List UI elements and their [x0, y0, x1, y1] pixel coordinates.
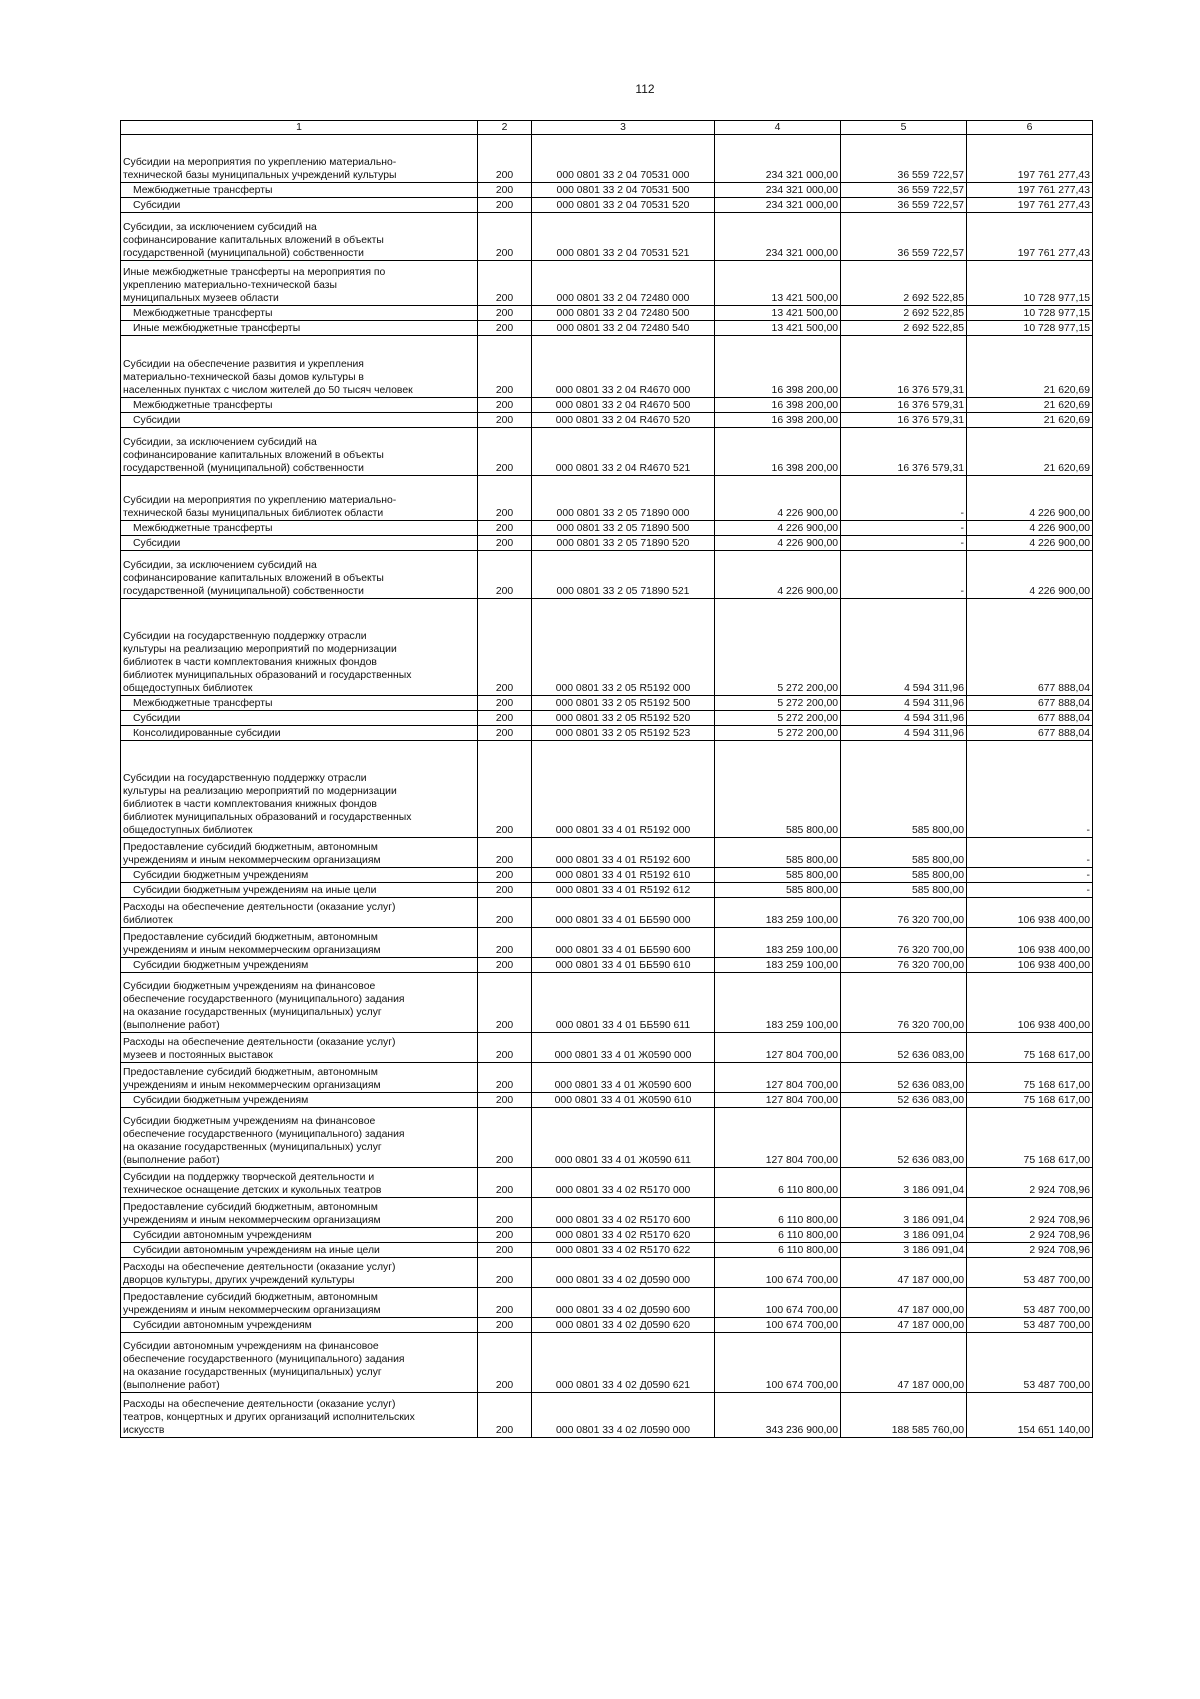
remaining-amount-cell: 75 168 617,00	[967, 1033, 1093, 1063]
executed-amount-cell: -	[841, 551, 967, 599]
amount-cell: 234 321 000,00	[715, 135, 841, 183]
table-row	[121, 521, 1093, 536]
expense-name-cell: Субсидии на государственную поддержку отрасли культуры на реализацию мероприятий по модернизации библиотек в части комплектования книжных фондов библиотек муниципальных образований и государственных общедоступных библиотек	[121, 741, 478, 838]
table-row	[121, 476, 1093, 521]
admin-code-cell: 200	[478, 1228, 532, 1243]
classification-code-cell: 000 0801 33 2 04 72480 500	[532, 306, 715, 321]
column-header: 1	[121, 121, 478, 135]
amount-cell: 5 272 200,00	[715, 696, 841, 711]
table-row	[121, 741, 1093, 838]
expense-name-cell: Предоставление субсидий бюджетным, автономным учреждениям и иным некоммерческим организациям	[121, 838, 478, 868]
amount-cell: 127 804 700,00	[715, 1063, 841, 1093]
amount-cell: 6 110 800,00	[715, 1168, 841, 1198]
admin-code-cell: 200	[478, 321, 532, 336]
remaining-amount-cell: -	[967, 838, 1093, 868]
remaining-amount-cell: 75 168 617,00	[967, 1093, 1093, 1108]
table-row	[121, 883, 1093, 898]
admin-code-cell: 200	[478, 1258, 532, 1288]
remaining-amount-cell: 106 938 400,00	[967, 928, 1093, 958]
amount-cell: 234 321 000,00	[715, 213, 841, 261]
table-row	[121, 898, 1093, 928]
amount-cell: 5 272 200,00	[715, 726, 841, 741]
classification-code-cell: 000 0801 33 4 02 R5170 622	[532, 1243, 715, 1258]
expense-name-cell: Субсидии	[121, 198, 478, 213]
executed-amount-cell: 36 559 722,57	[841, 213, 967, 261]
remaining-amount-cell: 75 168 617,00	[967, 1108, 1093, 1168]
amount-cell: 127 804 700,00	[715, 1108, 841, 1168]
executed-amount-cell: 76 320 700,00	[841, 973, 967, 1033]
remaining-amount-cell: 4 226 900,00	[967, 521, 1093, 536]
table-row	[121, 1108, 1093, 1168]
executed-amount-cell: 76 320 700,00	[841, 898, 967, 928]
expense-name-cell: Расходы на обеспечение деятельности (оказание услуг) музеев и постоянных выставок	[121, 1033, 478, 1063]
remaining-amount-cell: 75 168 617,00	[967, 1063, 1093, 1093]
executed-amount-cell: 47 187 000,00	[841, 1258, 967, 1288]
remaining-amount-cell: 21 620,69	[967, 413, 1093, 428]
table-row	[121, 261, 1093, 306]
executed-amount-cell: 2 692 522,85	[841, 306, 967, 321]
table-row	[121, 1243, 1093, 1258]
admin-code-cell: 200	[478, 536, 532, 551]
amount-cell: 100 674 700,00	[715, 1333, 841, 1393]
remaining-amount-cell: 21 620,69	[967, 336, 1093, 398]
table-row	[121, 1093, 1093, 1108]
executed-amount-cell: 3 186 091,04	[841, 1168, 967, 1198]
classification-code-cell: 000 0801 33 2 04 72480 540	[532, 321, 715, 336]
table-row	[121, 1393, 1093, 1438]
amount-cell: 16 398 200,00	[715, 428, 841, 476]
amount-cell: 585 800,00	[715, 838, 841, 868]
remaining-amount-cell: -	[967, 883, 1093, 898]
admin-code-cell: 200	[478, 726, 532, 741]
expense-name-cell: Субсидии автономным учреждениям на иные цели	[121, 1243, 478, 1258]
executed-amount-cell: 76 320 700,00	[841, 958, 967, 973]
admin-code-cell: 200	[478, 1243, 532, 1258]
admin-code-cell: 200	[478, 711, 532, 726]
admin-code-cell: 200	[478, 883, 532, 898]
admin-code-cell: 200	[478, 1393, 532, 1438]
table-row	[121, 183, 1093, 198]
expense-name-cell: Расходы на обеспечение деятельности (оказание услуг) дворцов культуры, других учреждений культуры	[121, 1258, 478, 1288]
table-row	[121, 1063, 1093, 1093]
admin-code-cell: 200	[478, 741, 532, 838]
remaining-amount-cell: 4 226 900,00	[967, 551, 1093, 599]
admin-code-cell: 200	[478, 261, 532, 306]
classification-code-cell: 000 0801 33 2 05 R5192 520	[532, 711, 715, 726]
executed-amount-cell: 36 559 722,57	[841, 183, 967, 198]
executed-amount-cell: 2 692 522,85	[841, 321, 967, 336]
remaining-amount-cell: 53 487 700,00	[967, 1288, 1093, 1318]
page-number: 112	[635, 82, 655, 96]
table-row	[121, 213, 1093, 261]
classification-code-cell: 000 0801 33 4 02 R5170 600	[532, 1198, 715, 1228]
remaining-amount-cell: -	[967, 741, 1093, 838]
classification-code-cell: 000 0801 33 4 02 Д0590 000	[532, 1258, 715, 1288]
classification-code-cell: 000 0801 33 2 05 R5192 523	[532, 726, 715, 741]
executed-amount-cell: 188 585 760,00	[841, 1393, 967, 1438]
column-header: 5	[841, 121, 967, 135]
remaining-amount-cell: 106 938 400,00	[967, 958, 1093, 973]
classification-code-cell: 000 0801 33 4 02 Л0590 000	[532, 1393, 715, 1438]
admin-code-cell: 200	[478, 599, 532, 696]
remaining-amount-cell: 53 487 700,00	[967, 1318, 1093, 1333]
amount-cell: 16 398 200,00	[715, 398, 841, 413]
classification-code-cell: 000 0801 33 2 04 R4670 520	[532, 413, 715, 428]
remaining-amount-cell: 197 761 277,43	[967, 183, 1093, 198]
admin-code-cell: 200	[478, 551, 532, 599]
remaining-amount-cell: 677 888,04	[967, 711, 1093, 726]
amount-cell: 100 674 700,00	[715, 1258, 841, 1288]
expense-name-cell: Субсидии бюджетным учреждениям на иные цели	[121, 883, 478, 898]
table-row	[121, 135, 1093, 183]
classification-code-cell: 000 0801 33 4 01 Ж0590 611	[532, 1108, 715, 1168]
expense-name-cell: Предоставление субсидий бюджетным, автономным учреждениям и иным некоммерческим организациям	[121, 1198, 478, 1228]
executed-amount-cell: 16 376 579,31	[841, 413, 967, 428]
amount-cell: 183 259 100,00	[715, 958, 841, 973]
classification-code-cell: 000 0801 33 2 04 R4670 000	[532, 336, 715, 398]
remaining-amount-cell: 106 938 400,00	[967, 973, 1093, 1033]
column-header: 3	[532, 121, 715, 135]
classification-code-cell: 000 0801 33 2 04 70531 520	[532, 198, 715, 213]
table-row	[121, 1168, 1093, 1198]
amount-cell: 13 421 500,00	[715, 321, 841, 336]
remaining-amount-cell: 677 888,04	[967, 599, 1093, 696]
amount-cell: 127 804 700,00	[715, 1033, 841, 1063]
table-row	[121, 306, 1093, 321]
executed-amount-cell: 52 636 083,00	[841, 1108, 967, 1168]
classification-code-cell: 000 0801 33 2 04 70531 000	[532, 135, 715, 183]
classification-code-cell: 000 0801 33 4 01 R5192 610	[532, 868, 715, 883]
admin-code-cell: 200	[478, 428, 532, 476]
admin-code-cell: 200	[478, 898, 532, 928]
admin-code-cell: 200	[478, 1093, 532, 1108]
amount-cell: 183 259 100,00	[715, 898, 841, 928]
expense-name-cell: Консолидированные субсидии	[121, 726, 478, 741]
expense-name-cell: Субсидии бюджетным учреждениям на финансовое обеспечение государственного (муниципального) задания на оказание государственных (муниципальных) услуг (выполнение работ)	[121, 973, 478, 1033]
executed-amount-cell: 47 187 000,00	[841, 1318, 967, 1333]
expense-name-cell: Иные межбюджетные трансферты	[121, 321, 478, 336]
table-row	[121, 198, 1093, 213]
executed-amount-cell: 2 692 522,85	[841, 261, 967, 306]
admin-code-cell: 200	[478, 135, 532, 183]
amount-cell: 5 272 200,00	[715, 711, 841, 726]
classification-code-cell: 000 0801 33 4 02 R5170 000	[532, 1168, 715, 1198]
column-header: 2	[478, 121, 532, 135]
executed-amount-cell: 585 800,00	[841, 868, 967, 883]
expense-name-cell: Предоставление субсидий бюджетным, автономным учреждениям и иным некоммерческим организациям	[121, 1288, 478, 1318]
admin-code-cell: 200	[478, 198, 532, 213]
amount-cell: 6 110 800,00	[715, 1243, 841, 1258]
executed-amount-cell: 47 187 000,00	[841, 1333, 967, 1393]
column-header: 6	[967, 121, 1093, 135]
amount-cell: 127 804 700,00	[715, 1093, 841, 1108]
expense-name-cell: Субсидии	[121, 413, 478, 428]
table-row	[121, 551, 1093, 599]
expense-name-cell: Межбюджетные трансферты	[121, 306, 478, 321]
admin-code-cell: 200	[478, 1318, 532, 1333]
classification-code-cell: 000 0801 33 4 02 Д0590 600	[532, 1288, 715, 1318]
table-row	[121, 928, 1093, 958]
column-header: 4	[715, 121, 841, 135]
expense-name-cell: Межбюджетные трансферты	[121, 183, 478, 198]
admin-code-cell: 200	[478, 306, 532, 321]
executed-amount-cell: 4 594 311,96	[841, 599, 967, 696]
table-row	[121, 958, 1093, 973]
amount-cell: 4 226 900,00	[715, 476, 841, 521]
amount-cell: 4 226 900,00	[715, 536, 841, 551]
expense-name-cell: Субсидии, за исключением субсидий на софинансирование капитальных вложений в объекты государственной (муниципальной) собственности	[121, 551, 478, 599]
expense-name-cell: Субсидии, за исключением субсидий на софинансирование капитальных вложений в объекты государственной (муниципальной) собственности	[121, 428, 478, 476]
expense-name-cell: Субсидии, за исключением субсидий на софинансирование капитальных вложений в объекты государственной (муниципальной) собственности	[121, 213, 478, 261]
amount-cell: 6 110 800,00	[715, 1228, 841, 1243]
executed-amount-cell: 16 376 579,31	[841, 428, 967, 476]
remaining-amount-cell: 21 620,69	[967, 398, 1093, 413]
executed-amount-cell: 3 186 091,04	[841, 1243, 967, 1258]
table-row	[121, 1333, 1093, 1393]
expense-name-cell: Субсидии на поддержку творческой деятельности и техническое оснащение детских и кукольных театров	[121, 1168, 478, 1198]
remaining-amount-cell: 197 761 277,43	[967, 135, 1093, 183]
classification-code-cell: 000 0801 33 4 01 Ж0590 610	[532, 1093, 715, 1108]
remaining-amount-cell: 677 888,04	[967, 696, 1093, 711]
remaining-amount-cell: 2 924 708,96	[967, 1243, 1093, 1258]
expense-name-cell: Иные межбюджетные трансферты на мероприятия по укреплению материально-технической базы муниципальных музеев области	[121, 261, 478, 306]
executed-amount-cell: 4 594 311,96	[841, 726, 967, 741]
table-row	[121, 1318, 1093, 1333]
amount-cell: 183 259 100,00	[715, 928, 841, 958]
remaining-amount-cell: 10 728 977,15	[967, 321, 1093, 336]
table-row	[121, 711, 1093, 726]
admin-code-cell: 200	[478, 183, 532, 198]
classification-code-cell: 000 0801 33 2 05 R5192 500	[532, 696, 715, 711]
admin-code-cell: 200	[478, 1288, 532, 1318]
classification-code-cell: 000 0801 33 2 05 71890 520	[532, 536, 715, 551]
expense-name-cell: Субсидии бюджетным учреждениям на финансовое обеспечение государственного (муниципального) задания на оказание государственных (муниципальных) услуг (выполнение работ)	[121, 1108, 478, 1168]
classification-code-cell: 000 0801 33 4 01 Ж0590 600	[532, 1063, 715, 1093]
admin-code-cell: 200	[478, 958, 532, 973]
remaining-amount-cell: 53 487 700,00	[967, 1258, 1093, 1288]
table-row	[121, 1228, 1093, 1243]
classification-code-cell: 000 0801 33 4 01 ББ590 600	[532, 928, 715, 958]
admin-code-cell: 200	[478, 1033, 532, 1063]
table-row	[121, 413, 1093, 428]
classification-code-cell: 000 0801 33 4 02 Д0590 621	[532, 1333, 715, 1393]
executed-amount-cell: 52 636 083,00	[841, 1063, 967, 1093]
amount-cell: 100 674 700,00	[715, 1288, 841, 1318]
amount-cell: 585 800,00	[715, 868, 841, 883]
classification-code-cell: 000 0801 33 4 01 R5192 600	[532, 838, 715, 868]
executed-amount-cell: 76 320 700,00	[841, 928, 967, 958]
expense-name-cell: Расходы на обеспечение деятельности (оказание услуг) театров, концертных и других организаций исполнительских искусств	[121, 1393, 478, 1438]
remaining-amount-cell: 53 487 700,00	[967, 1333, 1093, 1393]
expense-name-cell: Субсидии на обеспечение развития и укрепления материально-технической базы домов культуры в населенных пунктах с числом жителей до 50 тысяч человек	[121, 336, 478, 398]
expense-name-cell: Субсидии бюджетным учреждениям	[121, 958, 478, 973]
expense-name-cell: Межбюджетные трансферты	[121, 696, 478, 711]
executed-amount-cell: 3 186 091,04	[841, 1228, 967, 1243]
table-row	[121, 1198, 1093, 1228]
expense-name-cell: Субсидии автономным учреждениям на финансовое обеспечение государственного (муниципального) задания на оказание государственных (муниципальных) услуг (выполнение работ)	[121, 1333, 478, 1393]
amount-cell: 13 421 500,00	[715, 261, 841, 306]
expense-name-cell: Предоставление субсидий бюджетным, автономным учреждениям и иным некоммерческим организациям	[121, 1063, 478, 1093]
remaining-amount-cell: 197 761 277,43	[967, 213, 1093, 261]
remaining-amount-cell: 677 888,04	[967, 726, 1093, 741]
expense-name-cell: Межбюджетные трансферты	[121, 398, 478, 413]
expense-name-cell: Субсидии автономным учреждениям	[121, 1228, 478, 1243]
amount-cell: 6 110 800,00	[715, 1198, 841, 1228]
classification-code-cell: 000 0801 33 2 05 71890 521	[532, 551, 715, 599]
admin-code-cell: 200	[478, 1063, 532, 1093]
remaining-amount-cell: 2 924 708,96	[967, 1168, 1093, 1198]
executed-amount-cell: 52 636 083,00	[841, 1093, 967, 1108]
remaining-amount-cell: 2 924 708,96	[967, 1198, 1093, 1228]
table-row	[121, 536, 1093, 551]
amount-cell: 100 674 700,00	[715, 1318, 841, 1333]
classification-code-cell: 000 0801 33 4 01 ББ590 610	[532, 958, 715, 973]
classification-code-cell: 000 0801 33 4 01 R5192 612	[532, 883, 715, 898]
table-row	[121, 428, 1093, 476]
classification-code-cell: 000 0801 33 2 04 70531 521	[532, 213, 715, 261]
executed-amount-cell: -	[841, 476, 967, 521]
remaining-amount-cell: 154 651 140,00	[967, 1393, 1093, 1438]
table-row	[121, 336, 1093, 398]
expense-name-cell: Субсидии бюджетным учреждениям	[121, 868, 478, 883]
amount-cell: 183 259 100,00	[715, 973, 841, 1033]
executed-amount-cell: 3 186 091,04	[841, 1198, 967, 1228]
admin-code-cell: 200	[478, 1168, 532, 1198]
executed-amount-cell: 585 800,00	[841, 838, 967, 868]
expense-name-cell: Субсидии бюджетным учреждениям	[121, 1093, 478, 1108]
classification-code-cell: 000 0801 33 4 01 ББ590 000	[532, 898, 715, 928]
executed-amount-cell: 4 594 311,96	[841, 696, 967, 711]
table-row	[121, 696, 1093, 711]
classification-code-cell: 000 0801 33 4 01 ББ590 611	[532, 973, 715, 1033]
admin-code-cell: 200	[478, 868, 532, 883]
table-row	[121, 1288, 1093, 1318]
amount-cell: 234 321 000,00	[715, 198, 841, 213]
expense-name-cell: Предоставление субсидий бюджетным, автономным учреждениям и иным некоммерческим организациям	[121, 928, 478, 958]
executed-amount-cell: 585 800,00	[841, 741, 967, 838]
classification-code-cell: 000 0801 33 2 05 R5192 000	[532, 599, 715, 696]
table-row	[121, 1258, 1093, 1288]
expense-name-cell: Субсидии на мероприятия по укреплению материально- технической базы муниципальных библиотек области	[121, 476, 478, 521]
executed-amount-cell: 36 559 722,57	[841, 135, 967, 183]
budget-table	[120, 120, 1093, 1438]
expense-name-cell: Расходы на обеспечение деятельности (оказание услуг) библиотек	[121, 898, 478, 928]
admin-code-cell: 200	[478, 521, 532, 536]
classification-code-cell: 000 0801 33 2 04 R4670 500	[532, 398, 715, 413]
executed-amount-cell: 585 800,00	[841, 883, 967, 898]
admin-code-cell: 200	[478, 398, 532, 413]
admin-code-cell: 200	[478, 1333, 532, 1393]
admin-code-cell: 200	[478, 838, 532, 868]
admin-code-cell: 200	[478, 213, 532, 261]
header-row	[121, 121, 1093, 135]
amount-cell: 4 226 900,00	[715, 551, 841, 599]
table-body	[121, 135, 1093, 1438]
admin-code-cell: 200	[478, 973, 532, 1033]
executed-amount-cell: 47 187 000,00	[841, 1288, 967, 1318]
amount-cell: 585 800,00	[715, 741, 841, 838]
classification-code-cell: 000 0801 33 4 02 R5170 620	[532, 1228, 715, 1243]
classification-code-cell: 000 0801 33 4 01 R5192 000	[532, 741, 715, 838]
table-row	[121, 398, 1093, 413]
admin-code-cell: 200	[478, 696, 532, 711]
expense-name-cell: Субсидии на государственную поддержку отрасли культуры на реализацию мероприятий по модернизации библиотек в части комплектования книжных фондов библиотек муниципальных образований и государственных общедоступных библиотек	[121, 599, 478, 696]
amount-cell: 5 272 200,00	[715, 599, 841, 696]
remaining-amount-cell: 21 620,69	[967, 428, 1093, 476]
classification-code-cell: 000 0801 33 2 04 72480 000	[532, 261, 715, 306]
classification-code-cell: 000 0801 33 2 04 R4670 521	[532, 428, 715, 476]
executed-amount-cell: 52 636 083,00	[841, 1033, 967, 1063]
executed-amount-cell: -	[841, 536, 967, 551]
expense-name-cell: Субсидии	[121, 711, 478, 726]
classification-code-cell: 000 0801 33 4 01 Ж0590 000	[532, 1033, 715, 1063]
table-row	[121, 838, 1093, 868]
expense-name-cell: Субсидии	[121, 536, 478, 551]
executed-amount-cell: 16 376 579,31	[841, 336, 967, 398]
admin-code-cell: 200	[478, 928, 532, 958]
remaining-amount-cell: -	[967, 868, 1093, 883]
expense-name-cell: Субсидии автономным учреждениям	[121, 1318, 478, 1333]
admin-code-cell: 200	[478, 413, 532, 428]
classification-code-cell: 000 0801 33 2 04 70531 500	[532, 183, 715, 198]
admin-code-cell: 200	[478, 1108, 532, 1168]
amount-cell: 4 226 900,00	[715, 521, 841, 536]
expense-name-cell: Субсидии на мероприятия по укреплению материально- технической базы муниципальных учреждений культуры	[121, 135, 478, 183]
table-row	[121, 973, 1093, 1033]
executed-amount-cell: 36 559 722,57	[841, 198, 967, 213]
table-row	[121, 321, 1093, 336]
table-row	[121, 599, 1093, 696]
amount-cell: 16 398 200,00	[715, 336, 841, 398]
amount-cell: 343 236 900,00	[715, 1393, 841, 1438]
table-row	[121, 1033, 1093, 1063]
table-row	[121, 868, 1093, 883]
remaining-amount-cell: 10 728 977,15	[967, 306, 1093, 321]
remaining-amount-cell: 2 924 708,96	[967, 1228, 1093, 1243]
remaining-amount-cell: 4 226 900,00	[967, 536, 1093, 551]
amount-cell: 234 321 000,00	[715, 183, 841, 198]
executed-amount-cell: 4 594 311,96	[841, 711, 967, 726]
table-row	[121, 726, 1093, 741]
admin-code-cell: 200	[478, 476, 532, 521]
remaining-amount-cell: 4 226 900,00	[967, 476, 1093, 521]
admin-code-cell: 200	[478, 1198, 532, 1228]
remaining-amount-cell: 197 761 277,43	[967, 198, 1093, 213]
amount-cell: 16 398 200,00	[715, 413, 841, 428]
classification-code-cell: 000 0801 33 2 05 71890 500	[532, 521, 715, 536]
executed-amount-cell: 16 376 579,31	[841, 398, 967, 413]
classification-code-cell: 000 0801 33 4 02 Д0590 620	[532, 1318, 715, 1333]
expense-name-cell: Межбюджетные трансферты	[121, 521, 478, 536]
remaining-amount-cell: 10 728 977,15	[967, 261, 1093, 306]
classification-code-cell: 000 0801 33 2 05 71890 000	[532, 476, 715, 521]
executed-amount-cell: -	[841, 521, 967, 536]
amount-cell: 585 800,00	[715, 883, 841, 898]
admin-code-cell: 200	[478, 336, 532, 398]
amount-cell: 13 421 500,00	[715, 306, 841, 321]
remaining-amount-cell: 106 938 400,00	[967, 898, 1093, 928]
